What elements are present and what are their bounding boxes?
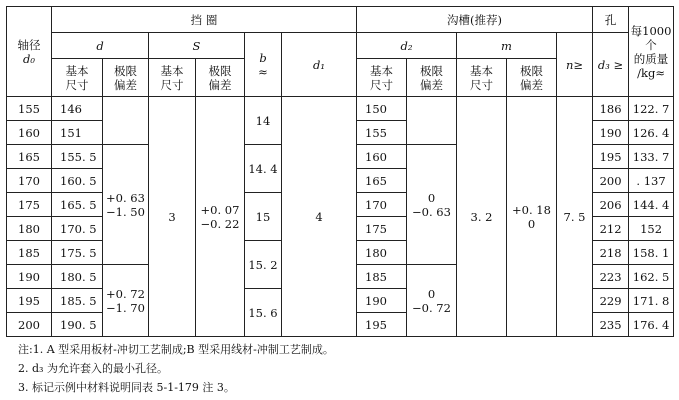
mass-cell: 152 — [629, 217, 674, 241]
mass-cell: 126. 4 — [629, 121, 674, 145]
d-basic-cell: 160. 5 — [52, 169, 103, 193]
mass-cell: 122. 7 — [629, 97, 674, 121]
d-basic-cell: 190. 5 — [52, 313, 103, 337]
d2-basic-cell: 155 — [357, 121, 407, 145]
m-dev-cell: +0. 18 0 — [507, 97, 557, 337]
header-s: S — [149, 33, 245, 59]
header-d-limit-deviation: 极限 偏差 — [103, 59, 149, 97]
d3-cell: 186 — [593, 97, 629, 121]
header-d3: d₃ ≥ — [593, 33, 629, 97]
d2-basic-cell: 180 — [357, 241, 407, 265]
d-dev-cell-a: +0. 63 −1. 50 — [103, 145, 149, 265]
header-d: d — [52, 33, 149, 59]
note-3: 3. 标记示例中材料说明同表 5-1-179 注 3。 — [18, 381, 235, 394]
mass-cell: 176. 4 — [629, 313, 674, 337]
d-basic-cell: 146 — [52, 97, 103, 121]
d3-cell: 212 — [593, 217, 629, 241]
b-cell: 15 — [245, 193, 282, 241]
d0-cell: 180 — [7, 217, 52, 241]
d0-cell: 165 — [7, 145, 52, 169]
d2-dev-blank — [407, 97, 457, 145]
header-m: m — [457, 33, 557, 59]
table-notes — [18, 340, 668, 397]
mass-cell: 158. 1 — [629, 241, 674, 265]
spec-table-wrapper — [6, 6, 673, 336]
mass-cell: 171. 8 — [629, 289, 674, 313]
header-d2-basic-size: 基本 尺寸 — [357, 59, 407, 97]
mass-cell: 162. 5 — [629, 265, 674, 289]
retaining-ring-spec-table — [6, 6, 674, 337]
d1-cell: 4 — [282, 97, 357, 337]
d0-cell: 170 — [7, 169, 52, 193]
b-cell: 15. 2 — [245, 241, 282, 289]
mass-cell: . 137 — [629, 169, 674, 193]
header-s-limit-deviation: 极限 偏差 — [196, 59, 245, 97]
header-retaining-ring: 挡 圈 — [52, 7, 357, 33]
n-cell: 7. 5 — [557, 97, 593, 337]
d2-dev-cell-a: 0 −0. 63 — [407, 145, 457, 265]
mass-cell: 133. 7 — [629, 145, 674, 169]
header-hole: 孔 — [593, 7, 629, 33]
d-basic-cell: 175. 5 — [52, 241, 103, 265]
header-m-basic-size: 基本 尺寸 — [457, 59, 507, 97]
d2-basic-cell: 185 — [357, 265, 407, 289]
d3-cell: 190 — [593, 121, 629, 145]
d0-cell: 195 — [7, 289, 52, 313]
m-basic-cell: 3. 2 — [457, 97, 507, 337]
note-2: 2. d₃ 为允许套入的最小孔径。 — [18, 362, 168, 375]
d2-basic-cell: 190 — [357, 289, 407, 313]
header-m-limit-deviation: 极限 偏差 — [507, 59, 557, 97]
d2-basic-cell: 160 — [357, 145, 407, 169]
d2-basic-cell: 150 — [357, 97, 407, 121]
d0-cell: 175 — [7, 193, 52, 217]
d3-cell: 235 — [593, 313, 629, 337]
d3-cell: 218 — [593, 241, 629, 265]
header-mass: 每1000个 的质量 /kg≈ — [629, 7, 674, 97]
d-basic-cell: 185. 5 — [52, 289, 103, 313]
d0-cell: 190 — [7, 265, 52, 289]
s-dev-cell: +0. 07 −0. 22 — [196, 97, 245, 337]
d-basic-cell: 155. 5 — [52, 145, 103, 169]
d3-cell: 195 — [593, 145, 629, 169]
d-dev-cell-b: +0. 72 −1. 70 — [103, 265, 149, 337]
header-b: b ≈ — [245, 33, 282, 97]
header-shaft-diameter: 轴径 d₀ — [7, 7, 52, 97]
d3-cell: 206 — [593, 193, 629, 217]
b-cell: 15. 6 — [245, 289, 282, 337]
header-d2: d₂ — [357, 33, 457, 59]
d3-cell: 223 — [593, 265, 629, 289]
header-s-basic-size: 基本 尺寸 — [149, 59, 196, 97]
d-basic-cell: 180. 5 — [52, 265, 103, 289]
d0-cell: 155 — [7, 97, 52, 121]
d2-dev-cell-b: 0 −0. 72 — [407, 265, 457, 337]
d-basic-cell: 151 — [52, 121, 103, 145]
table-row — [7, 97, 674, 121]
s-basic-cell: 3 — [149, 97, 196, 337]
d2-basic-cell: 165 — [357, 169, 407, 193]
header-d-basic-size: 基本 尺寸 — [52, 59, 103, 97]
header-groove: 沟槽(推荐) — [357, 7, 593, 33]
d3-cell: 229 — [593, 289, 629, 313]
d2-basic-cell: 170 — [357, 193, 407, 217]
mass-cell: 144. 4 — [629, 193, 674, 217]
b-cell: 14 — [245, 97, 282, 145]
d-basic-cell: 170. 5 — [52, 217, 103, 241]
d0-cell: 200 — [7, 313, 52, 337]
d2-basic-cell: 175 — [357, 217, 407, 241]
header-n: n≥ — [557, 33, 593, 97]
d2-basic-cell: 195 — [357, 313, 407, 337]
d3-cell: 200 — [593, 169, 629, 193]
d-basic-cell: 165. 5 — [52, 193, 103, 217]
note-1: 注:1. A 型采用板材-冲切工艺制成;B 型采用线材-冲制工艺制成。 — [18, 343, 334, 356]
d-dev-blank — [103, 97, 149, 145]
d0-cell: 185 — [7, 241, 52, 265]
b-cell: 14. 4 — [245, 145, 282, 193]
header-d2-limit-deviation: 极限 偏差 — [407, 59, 457, 97]
header-d1: d₁ — [282, 33, 357, 97]
d0-cell: 160 — [7, 121, 52, 145]
